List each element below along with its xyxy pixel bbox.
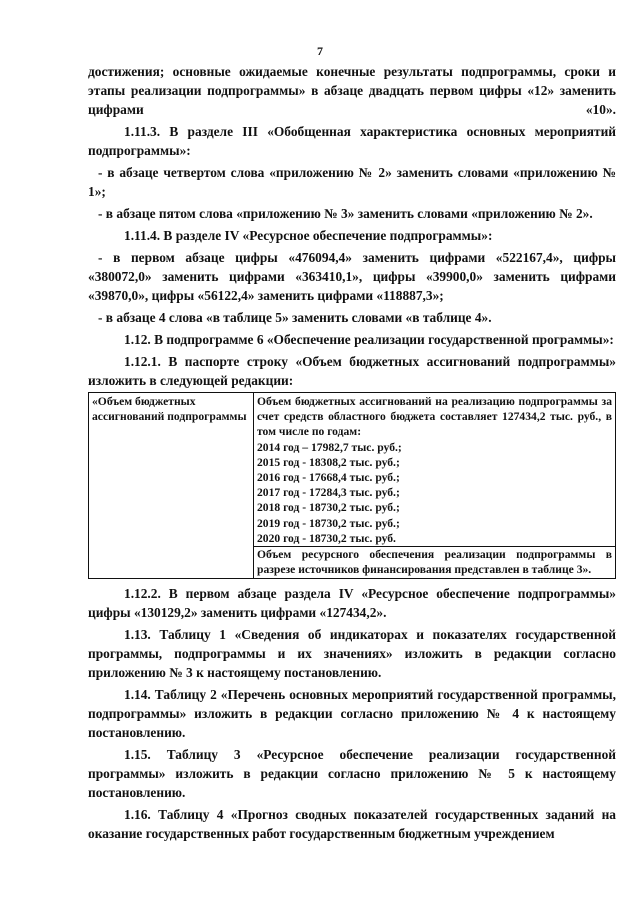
passport-label-cell: «Объем бюджетных ассигнований подпрограммы — [89, 393, 254, 579]
item-1-12-1: 1.12.1. В паспорте строку «Объем бюджетных ассигнований подпрограммы» изложить в следующей редакции: — [88, 354, 616, 388]
passport-table — [88, 392, 616, 579]
passport-year-2014: 2014 год – 17982,7 тыс. руб.; — [257, 440, 402, 454]
passport-year-2019: 2019 год - 18730,2 тыс. руб.; — [257, 516, 400, 530]
item-1-11-3-heading: 1.11.3. В разделе III «Обобщенная характеристика основных мероприятий подпрограммы»: — [88, 124, 616, 158]
document-body — [88, 62, 616, 846]
item-1-15: 1.15. Таблицу 3 «Ресурсное обеспечение реализации государственной программы» изложить в редакции согласно приложению № 5 к настоящему постановлению. — [88, 747, 616, 801]
passport-row — [89, 393, 616, 579]
item-1-11-3-dash-2: - в абзаце пятом слова «приложению № 3» заменить словами «приложению № 2». — [98, 206, 593, 221]
passport-note: Объем ресурсного обеспечения реализации подпрограммы в разрезе источников финансирования представлен в таблице 3». — [254, 546, 615, 577]
passport-value-cell — [254, 393, 616, 579]
item-1-14: 1.14. Таблицу 2 «Перечень основных мероприятий государственной программы, подпрограммы» изложить в редакции согласно приложению № 4 к настоящему постановлению. — [88, 687, 616, 741]
item-1-13: 1.13. Таблицу 1 «Сведения об индикаторах и показателях государственной программы, подпрограммы и их значениях» изложить в редакции согласно приложению № 3 к настоящему постановлению. — [88, 627, 616, 681]
intro-paragraph: достижения; основные ожидаемые конечные результаты подпрограммы, сроки и этапы реализации подпрограммы» в абзаце двадцать первом цифры «12» заменить цифрами «10». — [88, 64, 616, 117]
item-1-11-4-dash-1: - в первом абзаце цифры «476094,4» заменить цифрами «522167,4», цифры «380072,0» заменить цифрами «363410,1», цифры «39900,0» заменить цифрами «39870,0», цифры «56122,4» заменить цифрами «118887,3»; — [88, 250, 616, 303]
item-1-12: 1.12. В подпрограмме 6 «Обеспечение реализации государственной программы»: — [124, 332, 614, 347]
passport-year-2016: 2016 год - 17668,4 тыс. руб.; — [257, 471, 400, 485]
passport-year-2018: 2018 год - 18730,2 тыс. руб.; — [257, 501, 400, 515]
passport-summary: Объем бюджетных ассигнований на реализацию подпрограммы за счет средств областного бюджета составляет 127434,2 тыс. руб., в том числе по годам: — [257, 395, 612, 439]
item-1-12-2: 1.12.2. В первом абзаце раздела IV «Ресурсное обеспечение подпрограммы» цифры «130129,2» заменить цифрами «127434,2». — [88, 586, 616, 621]
item-1-11-3-dash-1: - в абзаце четвертом слова «приложению № 2» заменить словами «приложению № 1»; — [88, 165, 616, 199]
passport-year-2017: 2017 год - 17284,3 тыс. руб.; — [257, 486, 400, 500]
item-1-11-4-heading: 1.11.4. В разделе IV «Ресурсное обеспечение подпрограммы»: — [124, 228, 493, 243]
passport-year-2020: 2020 год - 18730,2 тыс. руб. — [257, 531, 396, 545]
page-number: 7 — [317, 44, 323, 58]
item-1-11-4-dash-2: - в абзаце 4 слова «в таблице 5» заменить словами «в таблице 4». — [98, 310, 492, 325]
item-1-16: 1.16. Таблицу 4 «Прогноз сводных показателей государственных заданий на оказание государственных работ государственным бюджетным учреждением — [88, 807, 616, 842]
passport-year-2015: 2015 год - 18308,2 тыс. руб.; — [257, 455, 400, 469]
